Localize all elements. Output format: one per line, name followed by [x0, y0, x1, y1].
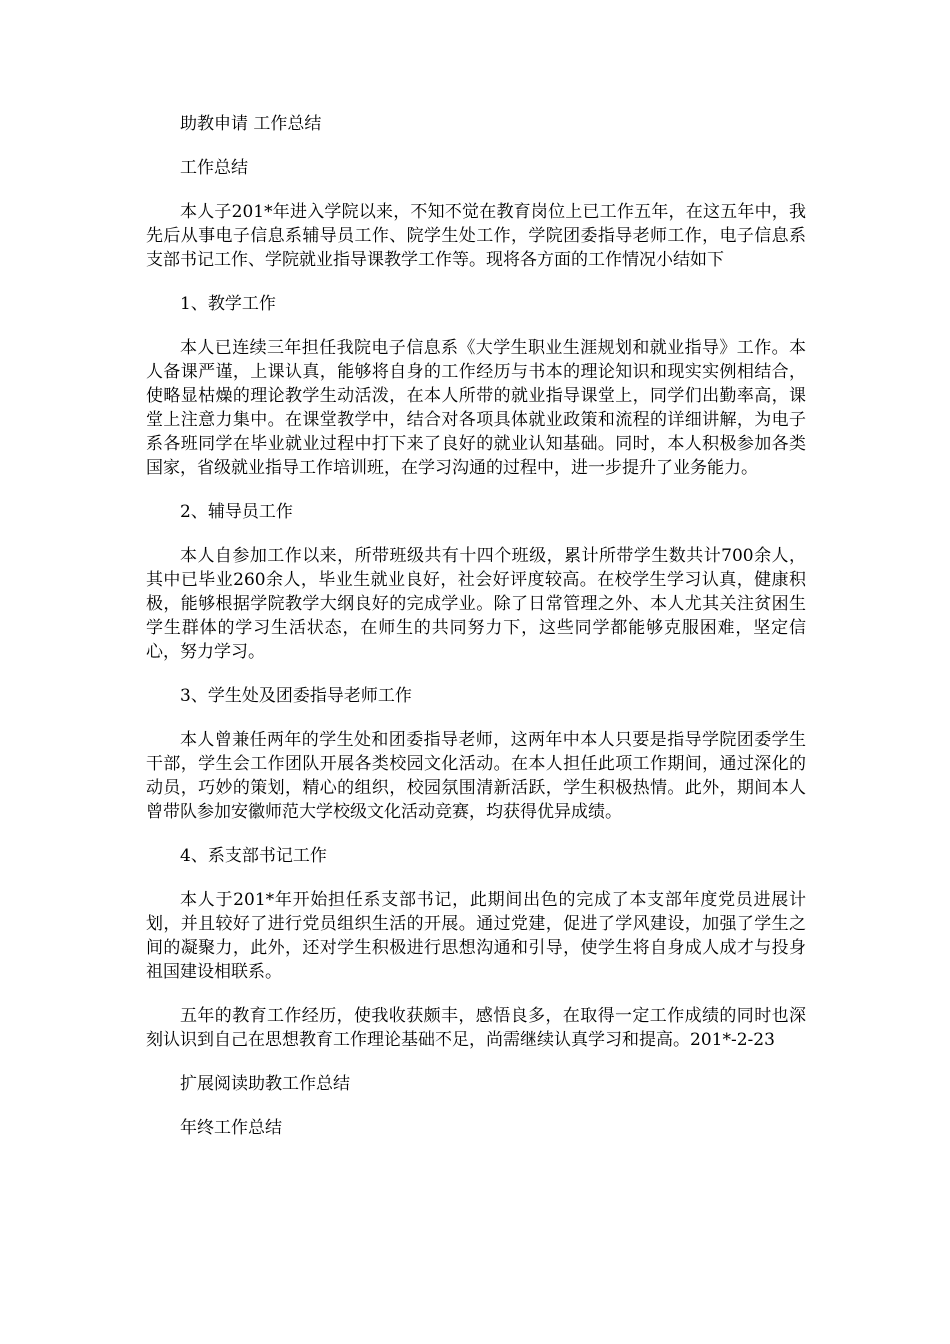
- document-subtitle: 工作总结: [180, 158, 248, 178]
- section-body-teaching: 本人已连续三年担任我院电子信息系《大学生职业生涯规划和就业指导》工作。本人备课严谨，上课认真，能够将自身的工作经历与书本的理论知识和现实实例相结合，使略显枯燥的理论教学生动活泼，在本人所带的就业指导课堂上，同学们出勤率高，课堂上注意力集中。在课堂教学中，结合对各项具体就业政策和流程的详细讲解，为电子系各班同学在毕业就业过程中打下来了良好的就业认知基础。同时，本人积极参加各类国家，省级就业指导工作培训班，在学习沟通的过程中，进一步提升了业务能力。: [146, 338, 806, 478]
- extended-reading-heading: 扩展阅读助教工作总结: [180, 1074, 350, 1094]
- section-heading-counselor: 2、辅导员工作: [180, 502, 293, 522]
- section-heading-teaching: 1、教学工作: [180, 294, 276, 314]
- document-body: [146, 112, 806, 1160]
- document-title: 助教申请 工作总结: [180, 114, 322, 134]
- section-heading-party-branch: 4、系支部书记工作: [180, 846, 327, 866]
- section-body-party-branch: 本人于201*年开始担任系支部书记，此期间出色的完成了本支部年度党员进展计划，并且较好了进行党员组织生活的开展。通过党建，促进了学风建设，加强了学生之间的凝聚力，此外，还对学生积极进行思想沟通和引导，使学生将自身成人成才与投身祖国建设相联系。: [146, 890, 806, 982]
- section-heading-student-affairs: 3、学生处及团委指导老师工作: [180, 686, 412, 706]
- section-body-student-affairs: 本人曾兼任两年的学生处和团委指导老师，这两年中本人只要是指导学院团委学生干部，学生会工作团队开展各类校园文化活动。在本人担任此项工作期间，通过深化的动员，巧妙的策划，精心的组织，校园氛围清新活跃，学生积极热情。此外，期间本人曾带队参加安徽师范大学校级文化活动竞赛，均获得优异成绩。: [146, 730, 806, 822]
- intro-paragraph: 本人子201*年进入学院以来，不知不觉在教育岗位上已工作五年，在这五年中，我先后从事电子信息系辅导员工作、院学生处工作，学院团委指导老师工作，电子信息系支部书记工作、学院就业指导课教学工作等。现将各方面的工作情况小结如下: [146, 202, 806, 270]
- year-end-heading: 年终工作总结: [180, 1118, 282, 1138]
- conclusion-paragraph: 五年的教育工作经历，使我收获颇丰，感悟良多，在取得一定工作成绩的同时也深刻认识到自己在思想教育工作理论基础不足，尚需继续认真学习和提高。201*-2-23: [146, 1006, 806, 1050]
- section-body-counselor: 本人自参加工作以来，所带班级共有十四个班级，累计所带学生数共计700余人，其中已毕业260余人，毕业生就业良好，社会好评度较高。在校学生学习认真，健康积极，能够根据学院教学大纲良好的完成学业。除了日常管理之外、本人尤其关注贫困生学生群体的学习生活状态，在师生的共同努力下，这些同学都能够克服困难，坚定信心，努力学习。: [146, 546, 806, 662]
